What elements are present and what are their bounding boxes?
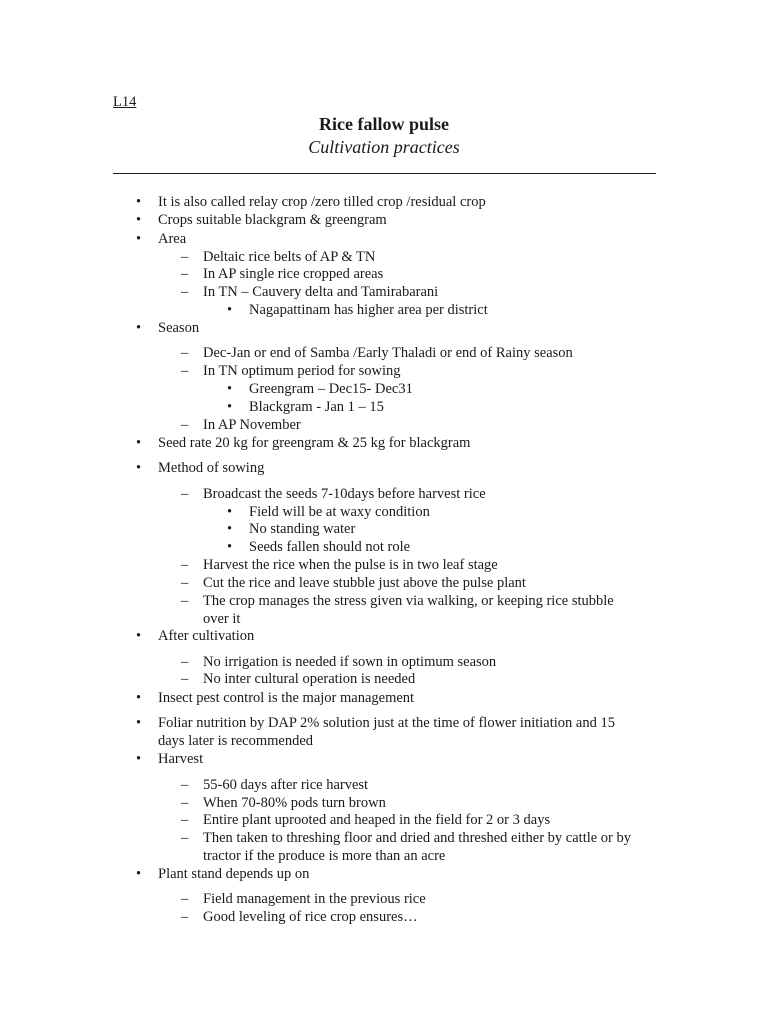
- bullet-marker: •: [136, 690, 142, 706]
- list-item-text: In TN optimum period for sowing: [203, 363, 401, 379]
- list-item-text: Then taken to threshing floor and dried and threshed either by cattle or by: [203, 830, 632, 846]
- list-item-text: Plant stand depends up on: [158, 866, 310, 882]
- dash-marker: –: [181, 284, 189, 300]
- list-item-text: Entire plant uprooted and heaped in the field for 2 or 3 days: [203, 812, 551, 828]
- list-item-text: No irrigation is needed if sown in optimum season: [203, 654, 497, 670]
- dash-marker: –: [181, 891, 189, 907]
- list-item-text: Nagapattinam has higher area per district: [249, 302, 488, 318]
- dash-marker: –: [181, 830, 189, 846]
- dash-marker: –: [181, 249, 189, 265]
- list-item-text: When 70-80% pods turn brown: [203, 795, 386, 811]
- list-item-text: In AP November: [203, 417, 301, 433]
- list-item-text: Foliar nutrition by DAP 2% solution just at the time of flower initiation and 15: [158, 715, 615, 731]
- dash-marker: –: [181, 363, 189, 379]
- bullet-marker: •: [136, 212, 142, 228]
- dash-marker: –: [181, 654, 189, 670]
- bullet-marker: •: [136, 628, 142, 644]
- list-item-text: Greengram – Dec15- Dec31: [249, 381, 413, 397]
- list-item-text: No standing water: [249, 521, 356, 537]
- list-item-text: Method of sowing: [158, 460, 265, 476]
- bullet-marker: •: [136, 194, 142, 210]
- list-item-text: Dec-Jan or end of Samba /Early Thaladi or end of Rainy season: [203, 345, 573, 361]
- list-item-text: Field management in the previous rice: [203, 891, 426, 907]
- title-divider: [113, 173, 656, 174]
- dash-marker: –: [181, 266, 189, 282]
- list-item-text: After cultivation: [158, 628, 255, 644]
- continuation-text: over it: [203, 611, 241, 627]
- bullet-marker: •: [136, 715, 142, 731]
- bullet-marker: •: [136, 231, 142, 247]
- bullet-marker: •: [136, 460, 142, 476]
- dash-marker: –: [181, 557, 189, 573]
- continuation-text: days later is recommended: [158, 733, 314, 749]
- list-item-text: The crop manages the stress given via walking, or keeping rice stubble: [203, 593, 614, 609]
- page-subtitle: Cultivation practices: [308, 137, 460, 157]
- list-item-text: Seed rate 20 kg for greengram & 25 kg for blackgram: [158, 435, 471, 451]
- list-item-text: Crops suitable blackgram & greengram: [158, 212, 387, 228]
- list-item-text: Insect pest control is the major management: [158, 690, 415, 706]
- bullet-marker: •: [136, 320, 142, 336]
- lecture-number: L14: [113, 94, 137, 110]
- bullet-marker: •: [136, 866, 142, 882]
- bullet-marker: •: [227, 539, 233, 555]
- bullet-marker: •: [136, 435, 142, 451]
- bullet-marker: •: [136, 751, 142, 767]
- list-item-text: Seeds fallen should not role: [249, 539, 411, 555]
- dash-marker: –: [181, 417, 189, 433]
- list-item-text: Harvest the rice when the pulse is in two leaf stage: [203, 557, 498, 573]
- dash-marker: –: [181, 486, 189, 502]
- list-item-text: Deltaic rice belts of AP & TN: [203, 249, 376, 265]
- continuation-text: tractor if the produce is more than an acre: [203, 848, 446, 864]
- dash-marker: –: [181, 909, 189, 925]
- list-item-text: In AP single rice cropped areas: [203, 266, 384, 282]
- dash-marker: –: [181, 671, 189, 687]
- bullet-marker: •: [227, 381, 233, 397]
- dash-marker: –: [181, 345, 189, 361]
- dash-marker: –: [181, 812, 189, 828]
- list-item-text: No inter cultural operation is needed: [203, 671, 416, 687]
- list-item-text: Field will be at waxy condition: [249, 504, 430, 520]
- bullet-marker: •: [227, 504, 233, 520]
- dash-marker: –: [181, 795, 189, 811]
- page-title: Rice fallow pulse: [319, 114, 449, 134]
- list-item-text: Harvest: [158, 751, 204, 767]
- list-item-text: It is also called relay crop /zero tilled crop /residual crop: [158, 194, 486, 210]
- list-item-text: Cut the rice and leave stubble just above the pulse plant: [203, 575, 526, 591]
- bullet-marker: •: [227, 521, 233, 537]
- dash-marker: –: [181, 777, 189, 793]
- bullet-marker: •: [227, 302, 233, 318]
- list-item-text: Good leveling of rice crop ensures…: [203, 909, 418, 925]
- list-item-text: 55-60 days after rice harvest: [203, 777, 369, 793]
- list-item-text: Blackgram - Jan 1 – 15: [249, 399, 384, 415]
- list-item-text: Season: [158, 320, 200, 336]
- list-item-text: In TN – Cauvery delta and Tamirabarani: [203, 284, 439, 300]
- dash-marker: –: [181, 593, 189, 609]
- dash-marker: –: [181, 575, 189, 591]
- list-item-text: Area: [158, 231, 187, 247]
- list-item-text: Broadcast the seeds 7-10days before harvest rice: [203, 486, 486, 502]
- bullet-marker: •: [227, 399, 233, 415]
